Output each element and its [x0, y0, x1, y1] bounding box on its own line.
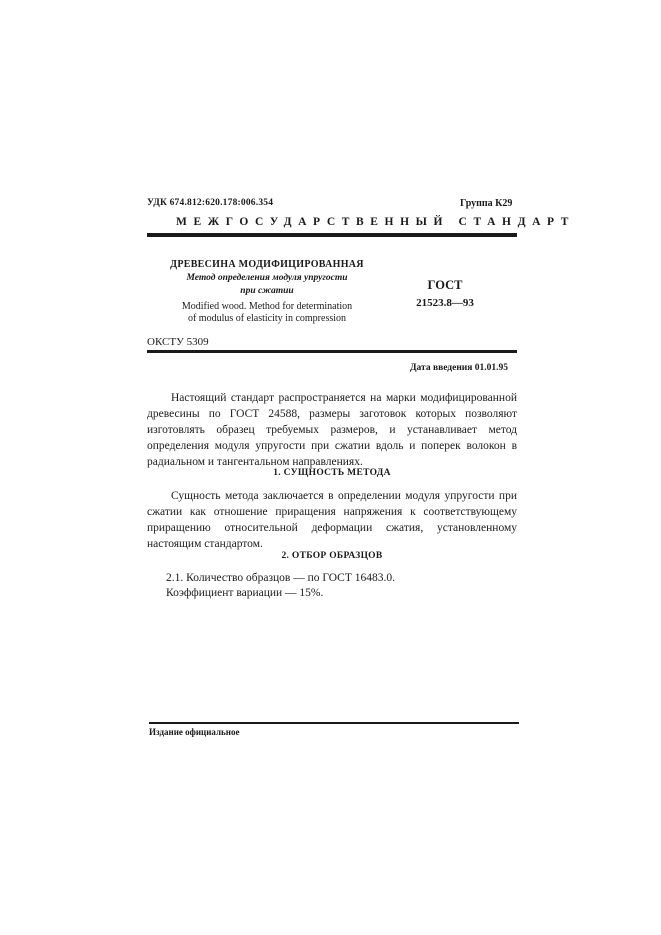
- section-2-heading: 2. ОТБОР ОБРАЗЦОВ: [281, 551, 383, 561]
- title-english-line1: Modified wood. Method for determination: [181, 301, 353, 312]
- document-title: ДРЕВЕСИНА МОДИФИЦИРОВАННАЯ: [170, 259, 364, 270]
- title-english-line2: of modulus of elasticity in compression: [187, 312, 347, 324]
- group-code: Группа К29: [460, 198, 513, 209]
- title-subtitle-line2: при сжатии: [240, 286, 294, 296]
- gost-label: ГОСТ: [427, 278, 463, 292]
- footer-edition: Издание официальное: [149, 727, 240, 737]
- introduction-date: Дата введения 01.01.95: [410, 363, 509, 373]
- top-rule: [147, 233, 517, 237]
- udk-code: УДК 674.812:620.178:006.354: [147, 198, 274, 208]
- standard-banner: МЕЖГОСУДАРСТВЕННЫЙ СТАНДАРТ: [176, 216, 576, 228]
- title-block: [147, 258, 387, 324]
- section-1-text: Сущность метода заключается в определении модуля упругости при сжатии как отношение приращения напряжения к соответствующему приращению относительной деформации сжатия, установленному настоящим стандартом.: [147, 490, 517, 550]
- gost-block: [405, 277, 485, 311]
- intro-paragraph: Настоящий стандарт распространяется на марки модифицированной древесины по ГОСТ 24588, размеры заготовок которых позволяют изготовлять образец требуемых размеров, и устанавливает метод определения модуля упругости при сжатии вдоль и поперек волокон в радиальном и тангентальном направлениях.: [147, 392, 517, 468]
- mid-rule: [147, 350, 517, 353]
- gost-number: 21523.8—93: [416, 297, 474, 309]
- okstu-code: ОКСТУ 5309: [147, 336, 209, 348]
- footer-rule: [149, 722, 519, 724]
- section-1-heading: 1. СУЩНОСТЬ МЕТОДА: [273, 468, 391, 478]
- section-2-item-line1: 2.1. Количество образцов — по ГОСТ 16483.0.: [166, 572, 395, 584]
- title-subtitle-line1: Метод определения модуля упругости: [186, 273, 348, 283]
- section-2-item-line2: Коэффициент вариации — 15%.: [166, 587, 324, 599]
